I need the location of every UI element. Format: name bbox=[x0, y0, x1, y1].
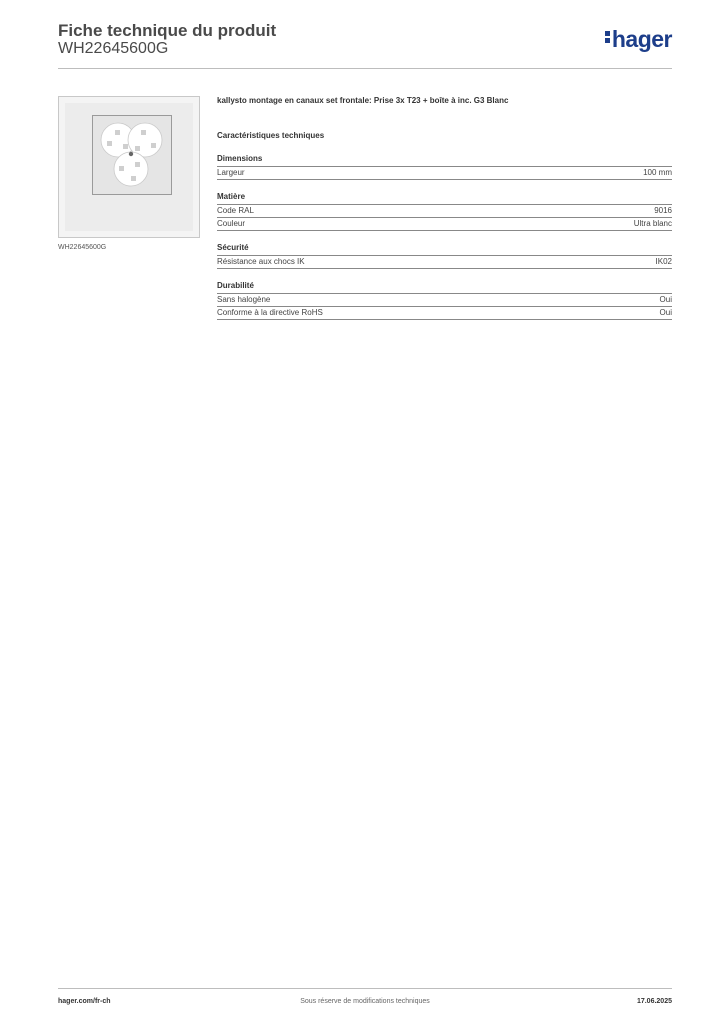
spec-label: Sans halogène bbox=[217, 295, 271, 304]
spec-group-material bbox=[217, 192, 672, 231]
spec-row bbox=[217, 218, 672, 231]
spec-value: 100 mm bbox=[643, 168, 672, 177]
spec-value: Oui bbox=[659, 308, 672, 317]
spec-row bbox=[217, 307, 672, 320]
spec-row bbox=[217, 205, 672, 218]
hager-logo bbox=[605, 26, 672, 53]
footer-notice: Sous réserve de modifications techniques bbox=[300, 998, 430, 1005]
footer-website-link[interactable]: hager.com/fr-ch bbox=[58, 998, 111, 1005]
socket-outlets-icon bbox=[93, 116, 170, 193]
page-footer bbox=[58, 988, 672, 1011]
spec-row bbox=[217, 294, 672, 307]
spec-label: Résistance aux chocs IK bbox=[217, 257, 305, 266]
footer-date: 17.06.2025 bbox=[636, 998, 672, 1005]
spec-label: Largeur bbox=[217, 168, 245, 177]
spec-group-title: Matière bbox=[217, 192, 672, 205]
spec-value: 9016 bbox=[654, 206, 672, 215]
spec-group-durability bbox=[217, 281, 672, 320]
spec-label: Conforme à la directive RoHS bbox=[217, 308, 323, 317]
spec-group-title: Durabilité bbox=[217, 281, 672, 294]
product-name: kallysto montage en canaux set frontale: Prise 3x T23 + boîte à inc. G3 Blanc bbox=[217, 96, 509, 105]
product-details bbox=[217, 96, 672, 332]
document-title: Fiche technique du produit bbox=[58, 21, 277, 40]
spec-label: Code RAL bbox=[217, 206, 254, 215]
spec-group-title: Dimensions bbox=[217, 154, 672, 167]
spec-value: Ultra blanc bbox=[633, 219, 672, 228]
image-caption: WH22645600G bbox=[58, 244, 107, 251]
specs-heading: Caractéristiques techniques bbox=[217, 131, 325, 140]
logo-text: hager bbox=[611, 26, 672, 52]
spec-row bbox=[217, 256, 672, 269]
spec-value: Oui bbox=[659, 295, 672, 304]
product-reference: WH22645600G bbox=[58, 40, 169, 57]
socket-plate-icon bbox=[65, 103, 193, 231]
spec-value: IK02 bbox=[655, 257, 672, 266]
spec-group-title: Sécurité bbox=[217, 243, 672, 256]
spec-group-safety bbox=[217, 243, 672, 269]
spec-label: Couleur bbox=[217, 219, 246, 228]
spec-row bbox=[217, 167, 672, 180]
socket-frame bbox=[92, 115, 172, 195]
spec-group-dimensions bbox=[217, 154, 672, 180]
logo-dots-icon bbox=[605, 29, 610, 45]
product-image bbox=[58, 96, 200, 238]
page-header bbox=[58, 20, 672, 69]
